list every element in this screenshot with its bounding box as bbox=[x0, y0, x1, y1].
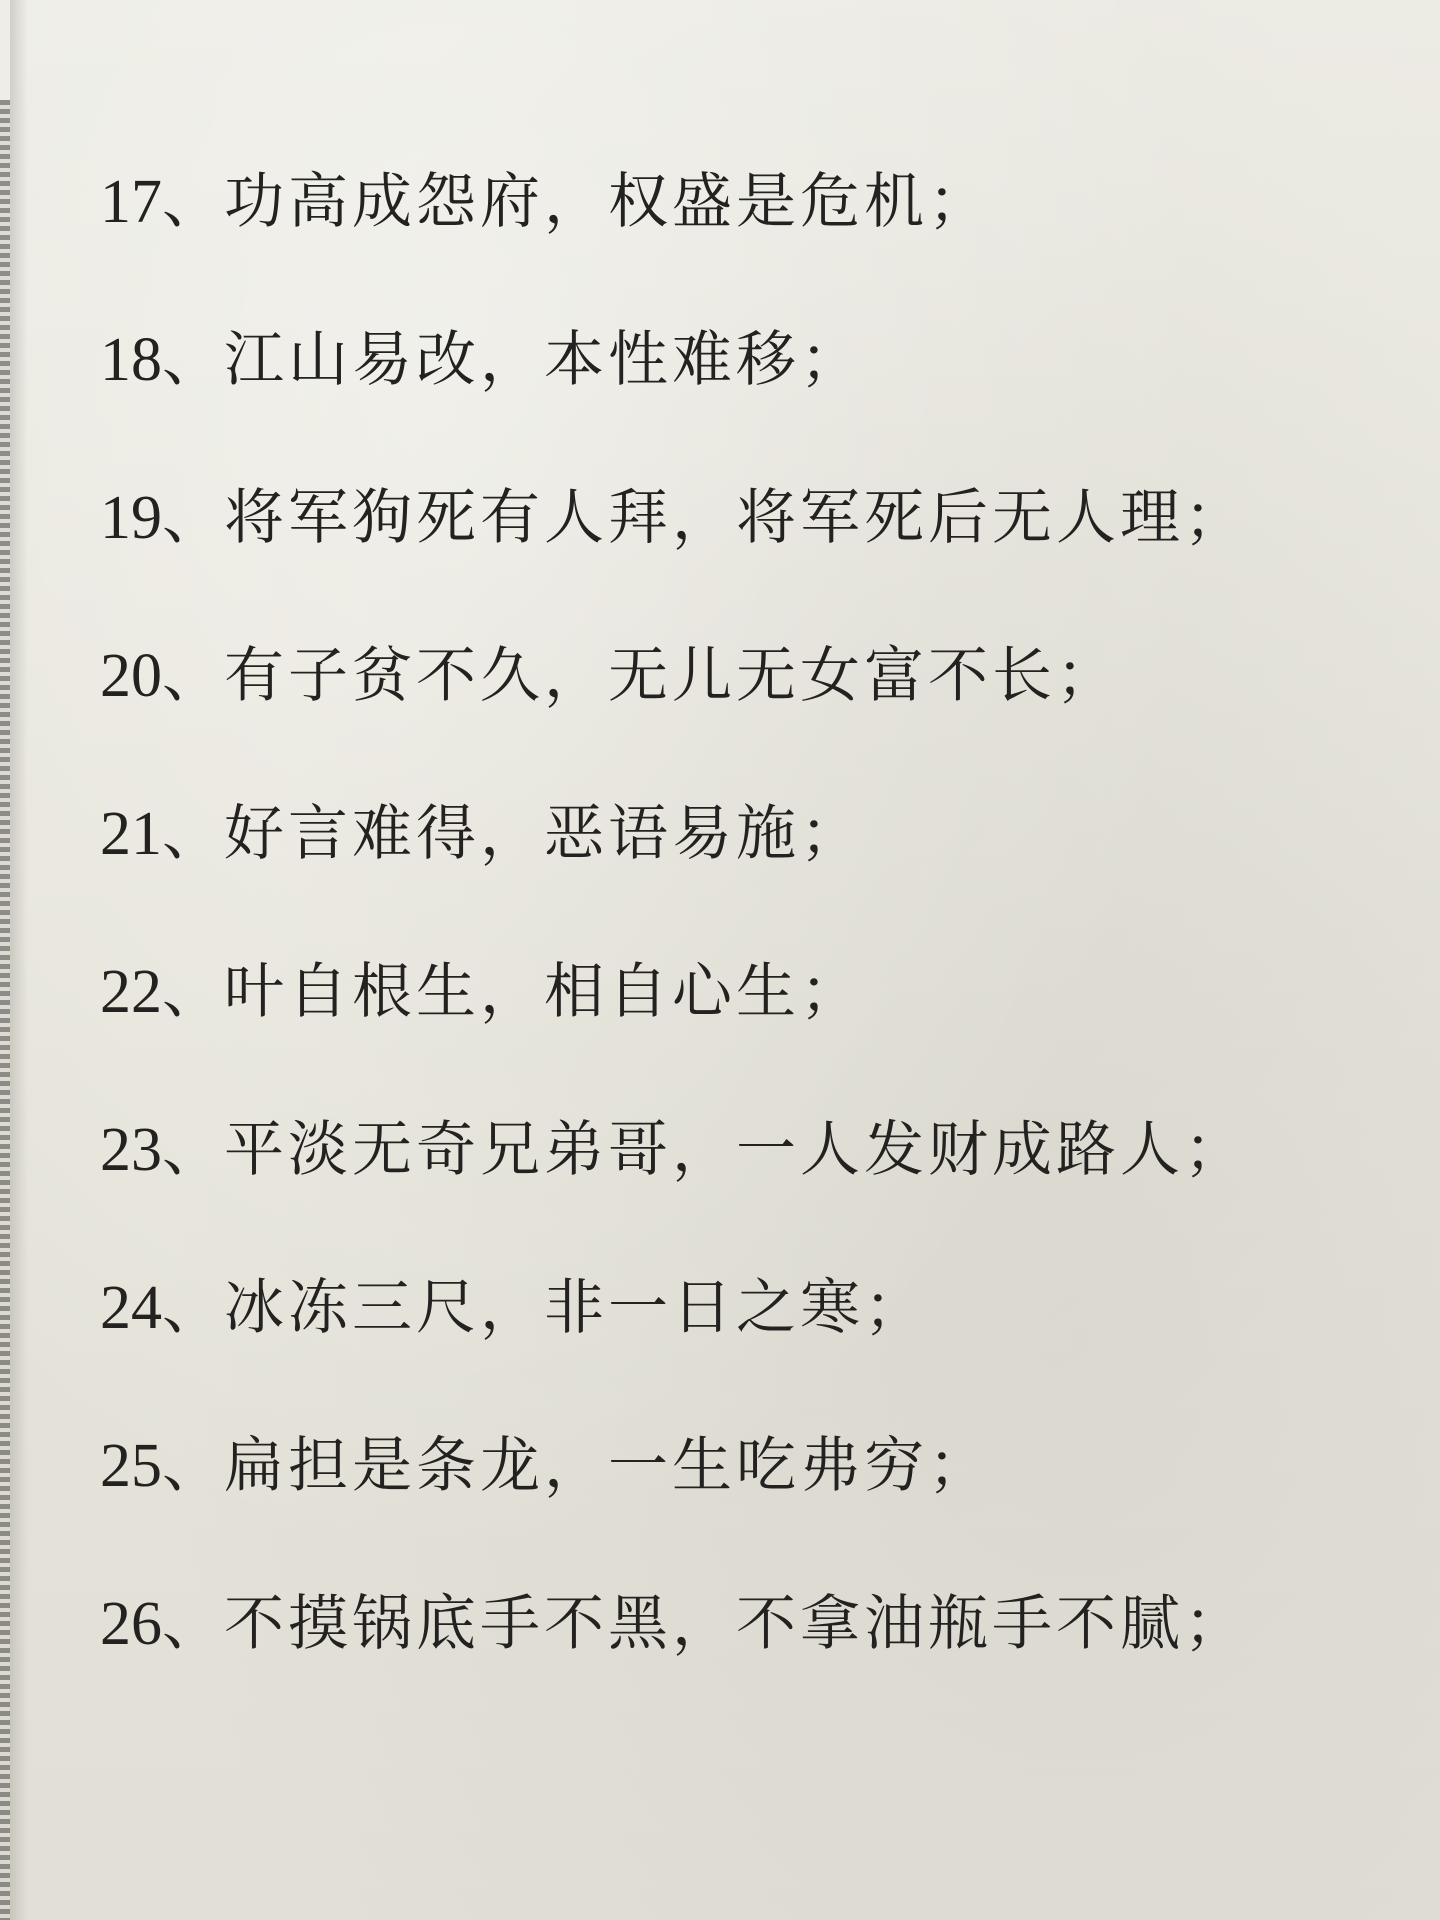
saying-text: 江山易改，本性难移； bbox=[224, 325, 864, 395]
saying-separator: 、 bbox=[162, 483, 226, 553]
saying-number: 19 bbox=[100, 484, 162, 552]
saying-line bbox=[100, 957, 1400, 1120]
saying-line bbox=[100, 1431, 1400, 1594]
saying-line bbox=[100, 1273, 1400, 1436]
saying-line bbox=[100, 641, 1400, 804]
saying-separator: 、 bbox=[162, 1115, 226, 1185]
saying-number: 25 bbox=[100, 1432, 162, 1500]
sayings-list bbox=[100, 167, 1400, 1752]
saying-number: 26 bbox=[100, 1590, 162, 1658]
saying-line bbox=[100, 1589, 1400, 1752]
saying-text: 好言难得，恶语易施； bbox=[224, 799, 864, 869]
saying-number: 22 bbox=[100, 958, 162, 1026]
saying-separator: 、 bbox=[162, 167, 226, 237]
saying-number: 18 bbox=[100, 326, 162, 394]
saying-number: 20 bbox=[100, 642, 162, 710]
saying-line bbox=[100, 1115, 1400, 1278]
saying-text: 不摸锅底手不黑，不拿油瓶手不腻； bbox=[224, 1589, 1248, 1659]
saying-text: 冰冻三尺，非一日之寒； bbox=[224, 1273, 928, 1343]
saying-text: 叶自根生，相自心生； bbox=[224, 957, 864, 1027]
saying-line bbox=[100, 799, 1400, 962]
saying-number: 23 bbox=[100, 1116, 162, 1184]
saying-separator: 、 bbox=[162, 799, 226, 869]
saying-text: 平淡无奇兄弟哥，一人发财成路人； bbox=[224, 1115, 1248, 1185]
saying-separator: 、 bbox=[162, 957, 226, 1027]
saying-separator: 、 bbox=[162, 1431, 226, 1501]
saying-text: 有子贫不久，无儿无女富不长； bbox=[224, 641, 1120, 711]
saying-separator: 、 bbox=[162, 1273, 226, 1343]
saying-number: 24 bbox=[100, 1274, 162, 1342]
binding-shadow bbox=[10, 0, 28, 1920]
saying-number: 17 bbox=[100, 168, 162, 236]
saying-line bbox=[100, 325, 1400, 488]
saying-text: 将军狗死有人拜，将军死后无人理； bbox=[224, 483, 1248, 553]
saying-text: 功高成怨府，权盛是危机； bbox=[224, 167, 992, 237]
saying-separator: 、 bbox=[162, 325, 226, 395]
saying-separator: 、 bbox=[162, 1589, 226, 1659]
saying-separator: 、 bbox=[162, 641, 226, 711]
binding-edge bbox=[0, 100, 10, 1920]
saying-line bbox=[100, 167, 1400, 330]
saying-number: 21 bbox=[100, 800, 162, 868]
saying-line bbox=[100, 483, 1400, 646]
saying-text: 扁担是条龙，一生吃弗穷； bbox=[224, 1431, 992, 1501]
